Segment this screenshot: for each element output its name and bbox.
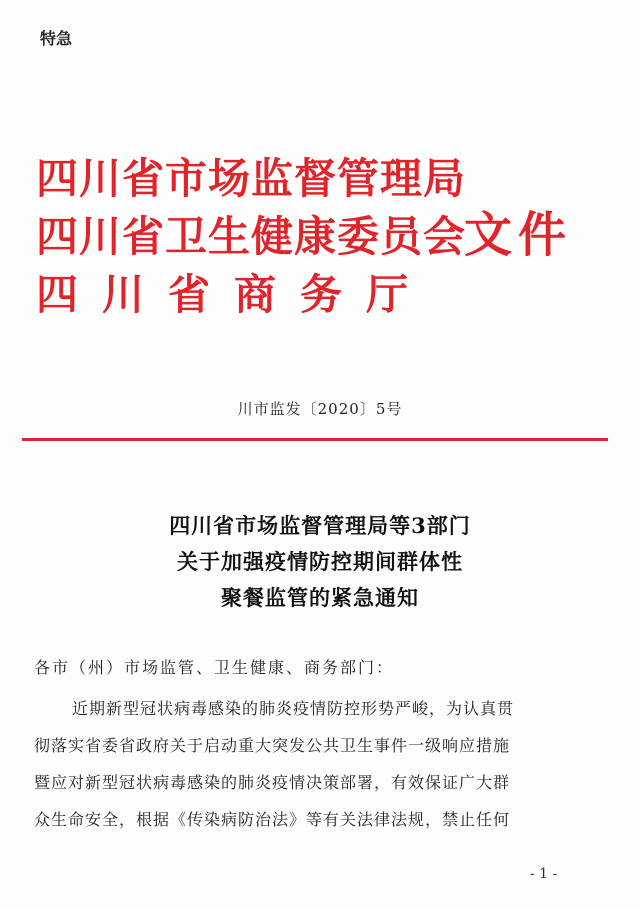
salutation: 各市（州）市场监管、卫生健康、商务部门： <box>34 658 395 677</box>
document-title <box>0 508 640 616</box>
body-line: 近期新型冠状病毒感染的肺炎疫情防控形势严峻，为认真贯 <box>72 699 515 718</box>
issuer-health-commission: 四川省卫生健康委员会 <box>36 212 467 261</box>
issuer-market-regulation: 四川省市场监督管理局 <box>36 154 467 203</box>
body-line: 众生命安全，根据《传染病防治法》等有关法律法规，禁止任何 <box>34 810 511 829</box>
document-type-label: 文件 <box>464 207 573 263</box>
issuer-commerce-department: 四川省商务厅 <box>36 270 433 319</box>
title-line: 关于加强疫情防控期间群体性 <box>177 549 463 574</box>
issuer-list <box>36 150 466 324</box>
body-line: 暨应对新型冠状病毒感染的肺炎疫情决策部署，有效保证广大群 <box>34 773 511 792</box>
body-line: 彻落实省委省政府关于启动重大突发公共卫生事件一级响应措施 <box>34 736 511 755</box>
body-paragraph <box>34 690 606 838</box>
title-line: 聚餐监管的紧急通知 <box>221 585 419 610</box>
title-line: 四川省市场监督管理局等3部门 <box>169 513 471 538</box>
urgency-label: 特急 <box>40 29 73 48</box>
page-number: - 1 - <box>530 866 558 882</box>
red-divider-line <box>22 438 608 441</box>
document-number: 川市监发〔2020〕5号 <box>237 400 403 418</box>
